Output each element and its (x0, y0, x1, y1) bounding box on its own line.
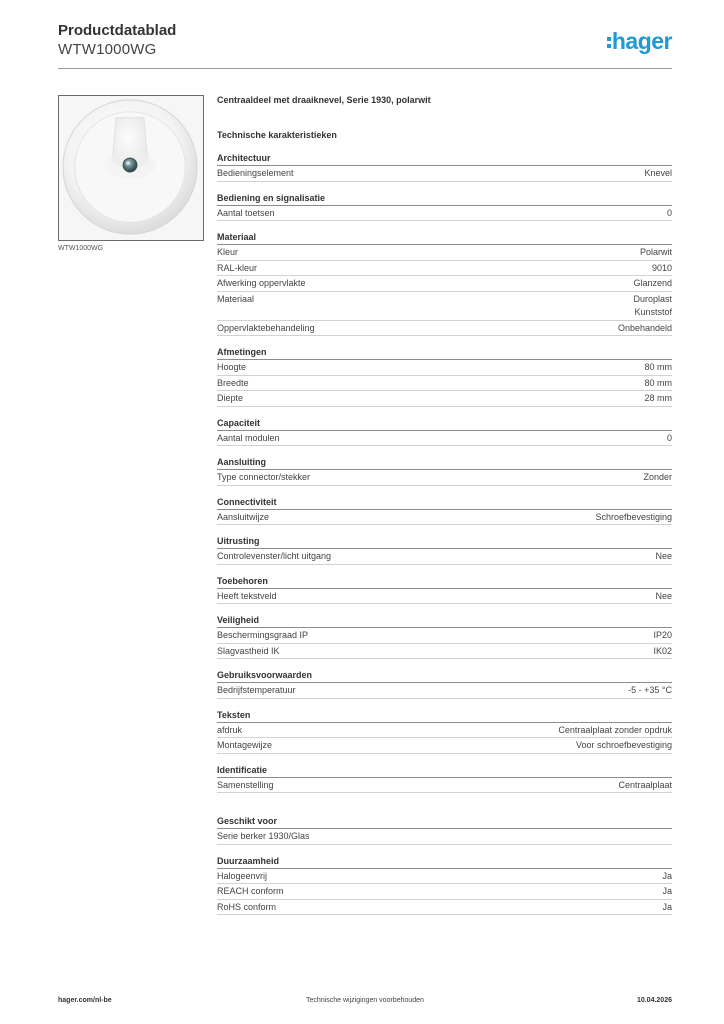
spec-row (217, 166, 672, 182)
spec-label: Aansluitwijze (217, 511, 270, 522)
product-code: WTW1000WG (58, 41, 157, 58)
spec-value (653, 629, 672, 643)
spec-row (217, 738, 672, 754)
spec-value-line: 80 mm (644, 377, 672, 388)
spec-row (217, 683, 672, 699)
spec-value (652, 262, 672, 276)
spec-row (217, 245, 672, 261)
spec-group (217, 152, 672, 182)
spec-label: Bedieningselement (217, 168, 294, 178)
spec-label: Bedrijfstemperatuur (217, 685, 296, 695)
spec-value-line: Ja (662, 901, 672, 912)
spec-group (217, 496, 672, 526)
header-divider (58, 68, 672, 69)
spec-value-line: 0 (666, 432, 672, 443)
spec-label: Materiaal (217, 293, 255, 304)
section-heading: Technische karakteristieken (217, 130, 337, 140)
spec-value (662, 901, 672, 915)
spec-group-title: Aansluiting (217, 456, 672, 470)
spec-row (217, 292, 672, 321)
spec-group-title: Duurzaamheid (217, 855, 672, 869)
spec-value (667, 432, 672, 446)
spec-label: Diepte (217, 393, 244, 403)
spec-label: Serie berker 1930/Glas (217, 831, 310, 841)
spec-label: RoHS conform (217, 901, 277, 912)
spec-value-line: 0 (666, 207, 672, 218)
spec-group (217, 709, 672, 754)
spec-row (217, 261, 672, 277)
spec-label: Halogeenvrij (217, 870, 268, 881)
spec-row (217, 510, 672, 526)
spec-group-title: Gebruiksvoorwaarden (217, 669, 672, 683)
spec-value-line: Schroefbevestiging (595, 511, 672, 522)
spec-label: Beschermingsgraad IP (217, 630, 309, 640)
spec-value-line: Polarwit (639, 247, 672, 257)
spec-group-title: Bediening en signalisatie (217, 192, 672, 206)
spec-groups (217, 152, 672, 915)
spec-group-title: Identificatie (217, 764, 672, 778)
product-image (58, 95, 204, 241)
spec-group (217, 346, 672, 407)
spec-row (217, 723, 672, 739)
product-photo-icon (59, 96, 203, 240)
spec-group (217, 417, 672, 447)
spec-group-title: Architectuur (217, 152, 672, 166)
spec-value (628, 684, 672, 698)
logo-dots-icon (607, 34, 611, 51)
spec-row (217, 206, 672, 222)
spec-value-line: Kunststof (634, 307, 672, 317)
spec-value-line: 80 mm (644, 362, 672, 372)
spec-group-title: Materiaal (217, 231, 672, 245)
spec-value (644, 167, 672, 181)
hager-logo (607, 28, 672, 55)
spec-value-line: Nee (655, 590, 672, 601)
spec-row (217, 884, 672, 900)
footer-notice: Technische wijzigingen voorbehouden (306, 997, 424, 1004)
spec-group (217, 815, 672, 845)
spec-label: Oppervlaktebehandeling (217, 322, 315, 333)
spec-value (662, 870, 672, 884)
spec-group (217, 456, 672, 486)
spec-value-line: 9010 (651, 262, 672, 273)
spec-group-title: Afmetingen (217, 346, 672, 360)
spec-value-line: 28 mm (644, 393, 672, 403)
spec-value (643, 471, 672, 485)
spec-value-line: Duroplast (633, 293, 672, 304)
spec-group-title: Teksten (217, 709, 672, 723)
spec-value-line: Knevel (644, 168, 672, 178)
spec-value-line: Zonder (643, 472, 672, 482)
spec-value (644, 361, 672, 375)
spec-row (217, 900, 672, 916)
document-title: Productdatablad (58, 22, 177, 39)
spec-group-title: Veiligheid (217, 614, 672, 628)
spec-value (655, 550, 672, 564)
spec-group (217, 192, 672, 222)
spec-value (558, 724, 672, 738)
spec-row (217, 470, 672, 486)
spec-group (217, 855, 672, 916)
spec-group-title: Uitrusting (217, 535, 672, 549)
spec-row (217, 644, 672, 660)
spec-label: Montagewijze (217, 740, 273, 750)
spec-value-line: Glanzend (633, 278, 672, 288)
spec-label: REACH conform (217, 886, 284, 896)
spec-row (217, 360, 672, 376)
spec-value-line: Centraalplaat zonder opdruk (558, 724, 672, 735)
spec-value (595, 511, 672, 525)
spec-label: Slagvastheid IK (217, 645, 280, 656)
spec-value (618, 779, 672, 793)
spec-row (217, 276, 672, 292)
spec-group-title: Geschikt voor (217, 815, 672, 829)
spec-label: RAL-kleur (217, 262, 258, 273)
spec-label: Aantal modulen (217, 432, 280, 443)
spec-group (217, 575, 672, 605)
spec-row (217, 869, 672, 885)
spec-row (217, 431, 672, 447)
spec-value (667, 207, 672, 221)
spec-row (217, 829, 672, 845)
spec-value-line: Ja (662, 870, 672, 881)
spec-value (653, 645, 672, 659)
spec-row (217, 549, 672, 565)
spec-row (217, 376, 672, 392)
spec-value (644, 392, 672, 406)
spec-label: Breedte (217, 377, 249, 388)
spec-value-line: IP20 (653, 630, 672, 640)
spec-label: Afwerking oppervlakte (217, 278, 306, 288)
spec-group-title: Connectiviteit (217, 496, 672, 510)
spec-value (662, 885, 672, 899)
spec-value-line: -5 - +35 °C (628, 685, 672, 695)
spec-row (217, 321, 672, 337)
spec-value-line: Voor schroefbevestiging (575, 740, 672, 750)
spec-value (644, 377, 672, 391)
spec-value-line: Centraalplaat (618, 779, 672, 790)
spec-label: afdruk (217, 724, 243, 735)
footer-date: 10.04.2026 (636, 997, 672, 1004)
spec-value (640, 246, 672, 260)
spec-label: Hoogte (217, 362, 247, 372)
spec-group (217, 231, 672, 336)
spec-row (217, 628, 672, 644)
spec-label: Samenstelling (217, 779, 274, 790)
image-caption: WTW1000WG (58, 245, 104, 252)
spec-label: Type connector/stekker (217, 472, 311, 482)
spec-group-title: Capaciteit (217, 417, 672, 431)
logo-text: hager (611, 28, 672, 54)
spec-value-line: Nee (655, 551, 672, 561)
product-description: Centraaldeel met draaiknevel, Serie 1930, polarwit (217, 95, 431, 105)
spec-row (217, 778, 672, 794)
spec-value (633, 293, 672, 320)
spec-row (217, 391, 672, 407)
page-header (58, 22, 672, 68)
spec-label: Kleur (217, 247, 239, 257)
spec-value-line: IK02 (653, 645, 672, 656)
spec-group (217, 614, 672, 659)
spec-value (655, 590, 672, 604)
spec-value-line: Ja (662, 886, 672, 896)
spec-label: Controlevenster/licht uitgang (217, 551, 332, 561)
spec-row (217, 589, 672, 605)
spec-group (217, 669, 672, 699)
spec-group (217, 764, 672, 794)
spec-value-line: Onbehandeld (617, 322, 672, 333)
spec-group-title: Toebehoren (217, 575, 672, 589)
spec-value (576, 739, 672, 753)
footer-website: hager.com/nl-be (58, 997, 112, 1004)
spec-value (633, 277, 672, 291)
spec-label: Aantal toetsen (217, 207, 275, 218)
spec-value (618, 322, 672, 336)
spec-group (217, 535, 672, 565)
spec-label: Heeft tekstveld (217, 590, 277, 601)
spec-content (217, 92, 672, 915)
